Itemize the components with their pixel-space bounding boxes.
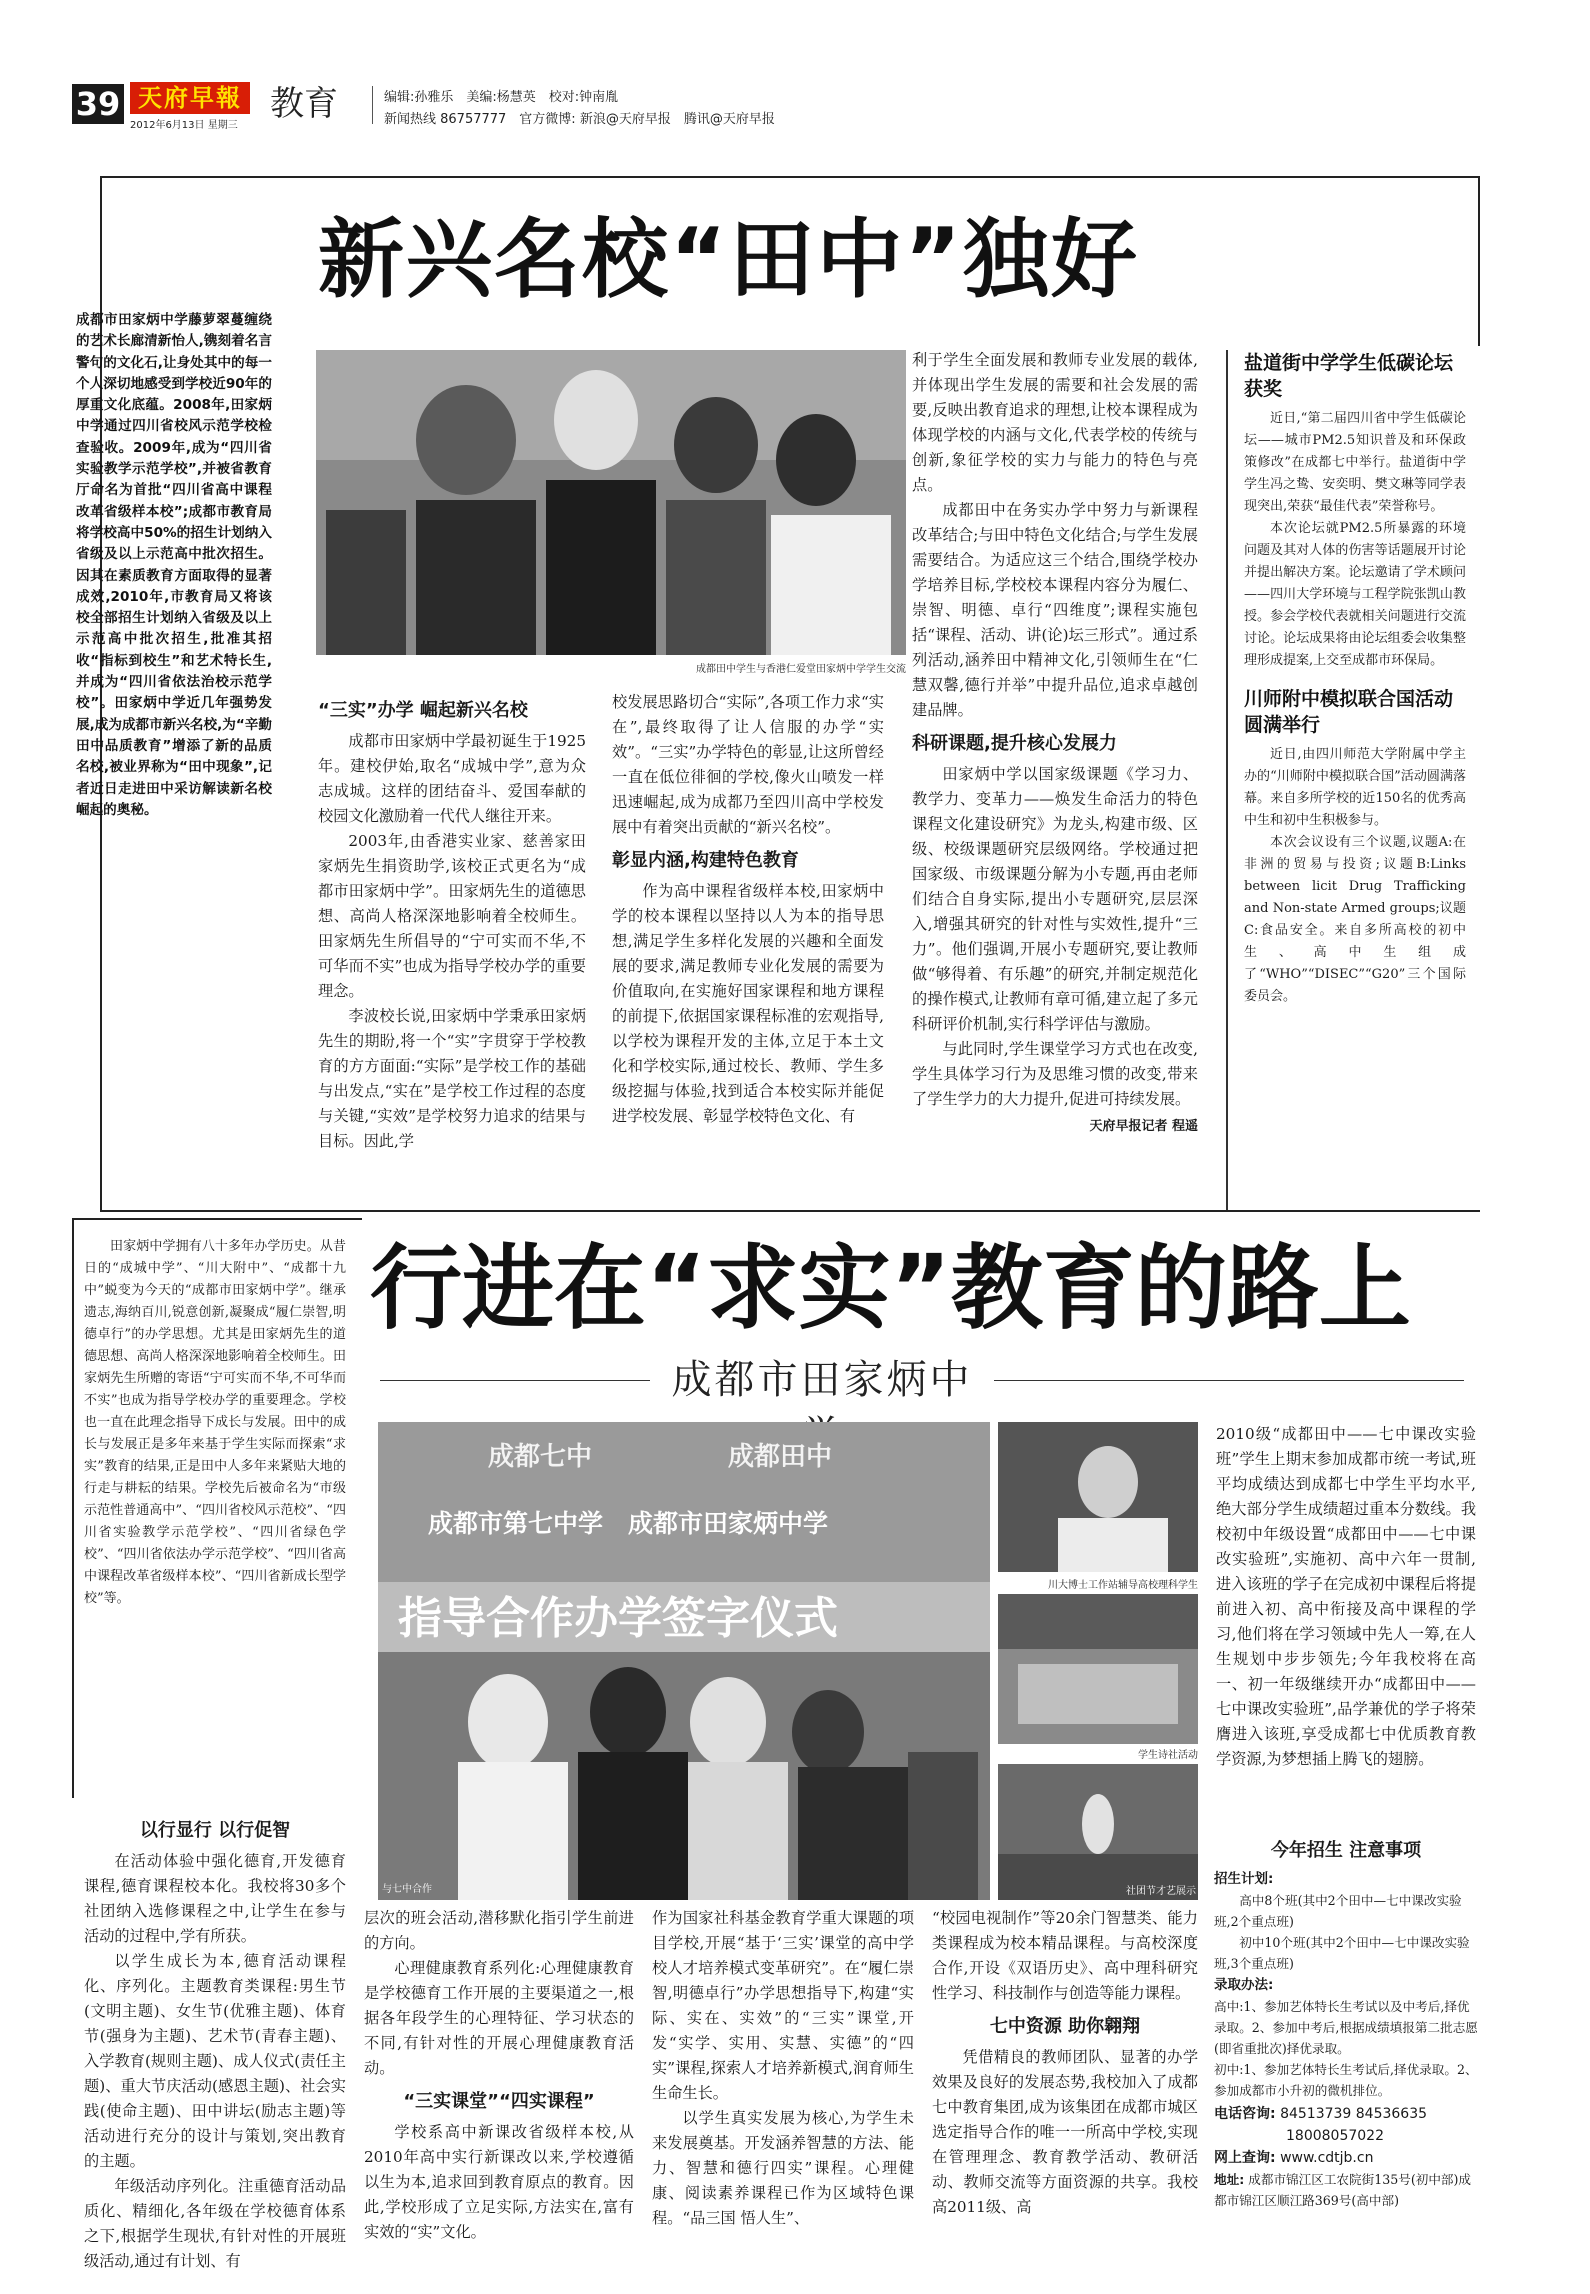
subhead-neihan: 彰显内涵,构建特色教育 xyxy=(612,850,799,871)
paragraph: 在活动体验中强化德育,开发德育课程,德育课程校本化。我校将30多个社团纳入选修课程之中,让学生在参与活动的过程中,学有所获。 xyxy=(84,1852,346,1945)
paragraph: 校发展思路切合“实际”,各项工作力求“实在”,最终取得了让人信服的办学“实效”。“三实”办学特色的彰显,让这所曾经一直在低位徘徊的学校,像火山喷发一样迅速崛起,成为成都乃至四川高中学校发展中有着突出贡献的“新兴名校”。 xyxy=(612,693,884,836)
header-divider xyxy=(372,86,373,124)
top-article-frame-right xyxy=(1478,176,1480,346)
enroll-method-hs: 高中:1、参加艺体特长生考试以及中考后,择优录取。2、参加中考后,根据成绩填报第二批志愿(即省重批次)择优录取。 xyxy=(1214,1999,1478,2056)
side-news-text-1b: 本次论坛就PM2.5所暴露的环境问题及其对人体的伤害等话题展开讨论并提出解决方案。论坛邀请了学术顾问——四川大学环境与工程学院张凯山教授。参会学校代表就相关问题进行交流讨论。论坛成果将由论坛组委会收集整理形成提案,上交至成都市环保局。 xyxy=(1244,521,1466,668)
banner-logo-2: 成都田中 xyxy=(728,1442,833,1472)
paragraph: 与此同时,学生课堂学习方式也在改变,学生具体学习行为及思维习惯的改变,带来了学生学力的大力提升,促进可持续发展。 xyxy=(912,1040,1198,1108)
contact-web-row xyxy=(1214,2147,1478,2169)
signing-ceremony-illustration xyxy=(378,1422,990,1900)
photo-lab xyxy=(998,1422,1198,1572)
enrollment-title: 今年招生 注意事项 xyxy=(1270,1840,1422,1861)
side-news-title-2: 川师附中模拟联合国活动圆满举行 xyxy=(1244,688,1454,736)
contact-phone-row xyxy=(1214,2103,1478,2125)
paragraph: 成都田中在务实办学中努力与新课程改革结合;与田中特色文化结合;与学生发展需要结合。为适应这三个结合,围绕学校办学培养目标,学校校本课程内容分为履仁、崇智、明德、卓行“四维度”;课程实施包括“课程、活动、讲(论)坛三形式”。通过系列活动,涵养田中精神文化,引领师生在“仁慧双馨,德行并举”中提升品位,追求卓越创建品牌。 xyxy=(912,501,1198,719)
side-news-text-1: 近日,“第二届四川省中学生低碳论坛——城市PM2.5知识普及和环保政策修改”在成都七中举行。盐道街中学学生冯之鸷、安奕明、樊文琳等同学表现突出,荣获“最佳代表”荣誉称号。 xyxy=(1244,411,1466,514)
contact-addr: 成都市锦江区工农院街135号(初中部)成都市锦江区顺江路369号(高中部) xyxy=(1214,2172,1472,2208)
top-intro: 成都市田家炳中学藤萝翠蔓缠绕的艺术长廊清新怡人,镌刻着名言警句的文化石,让身处其中的每一个人深切地感受到学校近90年的厚重文化底蕴。2008年,田家炳中学通过四川省校风示范学校检查验收。2009年,成为“四川省实验教学示范学校”,并被省教育厅命名为首批“四川省高中课程改革省级样本校”;成都市教育局将学校高中50%的招生计划纳入省级及以上示范高中批次招生。因其在素质教育方面取得的显著成效,2010年,市教育局又将该校全部招生计划纳入省级及以上示范高中批次招生,批准其招收“指标到校生”和艺术特长生,并成为“四川省依法治校示范学校”。田家炳中学近几年强势发展,成为成都市新兴名校,为“辛勤田中品质教育”增添了新的品质名校,被业界称为“田中现象”,记者近日走进田中采访解读新名校崛起的奥秘。 xyxy=(76,312,272,818)
paragraph: 2010级“成都田中——七中课改实验班”学生上期末参加成都市统一考试,班平均成绩达到成都七中学生平均水平,绝大部分学生成绩超过重本分数线。我校初中年级设置“成都田中——七中课改实验班”,实施初、高中六年一贯制,进入该班的学子在完成初中课程后将提前进入初、高中衔接及高中课程的学习,他们将在学习领域中先人一筹,在人生规划中步步领先;今年我校将在高一、初一年级继续开办“成都田中——七中课改实验班”,品学兼优的学子将荣膺进入该班,享受成都七中优质教育教学资源,为梦想插上腾飞的翅膀。 xyxy=(1216,1425,1476,1768)
bottom-left-intro: 田家炳中学拥有八十多年办学历史。从昔日的“成城中学”、“川大附中”、“成都十九中”蜕变为今天的“成都市田家炳中学”。继承遗志,海纳百川,锐意创新,凝聚成“履仁崇智,明德卓行”的办学思想。尤其是田家炳先生的道德思想、高尚人格深深地影响着全校师生。田家炳先生所赠的寄语“宁可实而不华,不可华而不实”也成为指导学校办学的重要理念。学校也一直在此理念指导下成长与发展。田中的成长与发展正是多年来基于学生实际而探索“求实”教育的结果,正是田中人多年来紧贴大地的行走与耕耘的结果。学校先后被命名为“市级示范性普通高中”、“四川省校风示范校”、“四川省实验教学示范学校”、“四川省绿色学校”、“四川省依法办学示范学校”、“四川省高中课程改革省级样本校”、“四川省新成长型学校”等。 xyxy=(84,1239,346,1606)
side-news-divider xyxy=(1226,350,1228,1210)
poetry-club-illustration xyxy=(998,1594,1198,1744)
editor-credits: 编辑:孙雅乐 美编:杨慧英 校对:钟南胤 xyxy=(384,90,619,105)
photo-poetry xyxy=(998,1594,1198,1744)
paragraph: “校园电视制作”等20余门智慧类、能力类课程成为校本精品课程。与高校深度合作,开设《双语历史》、高中理科研究性学习、科技制作与创造等能力课程。 xyxy=(932,1909,1198,2002)
subtitle-rule-left xyxy=(380,1380,650,1381)
paragraph: 2003年,由香港实业家、慈善家田家炳先生捐资助学,该校正式更名为“成都市田家炳中学”。田家炳先生的道德思想、高尚人格深深地影响着全校师生。田家炳先生所倡导的“宁可实而不华,不可华而不实”也成为指导学校办学的重要理念。 xyxy=(318,832,586,1000)
contact-phone-1: 84513739 84536635 xyxy=(1280,2106,1428,2122)
performance-illustration xyxy=(998,1764,1198,1900)
top-headline: 新兴名校“田中”独好 xyxy=(318,210,1140,310)
paragraph: 心理健康教育系列化:心理健康教育是学校德育工作开展的主要渠道之一,根据各年段学生的心理特征、学习状态的不同,有针对性的开展心理健康教育活动。 xyxy=(364,1959,634,2077)
bottom-mid-column-3 xyxy=(932,1906,1198,2220)
top-column-1 xyxy=(318,690,586,1154)
bottom-right-column xyxy=(1216,1422,1476,1772)
paragraph: 学校系高中新课改省级样本校,从2010年高中实行新课改以来,学校遵循以生为本,追求回到教育原点的教育。因此,学校形成了立足实际,方法实在,富有实效的“实”文化。 xyxy=(364,2123,634,2241)
paragraph: 李波校长说,田家炳中学秉承田家炳先生的期盼,将一个“实”字贯穿于学校教育的方方面面:“实际”是学校工作的基础与出发点,“实在”是学校工作过程的态度与关键,“实效”是学校努力追求的结果与目标。因此,学 xyxy=(318,1007,586,1150)
enrollment-box xyxy=(1214,1836,1478,2211)
lab-illustration xyxy=(998,1422,1198,1572)
ceremony-photo-caption: 与七中合作 xyxy=(382,1884,432,1895)
top-photo-caption: 成都田中学生与香港仁爱堂田家炳中学学生交流 xyxy=(696,664,906,675)
subhead-sanshi: “三实”办学 崛起新兴名校 xyxy=(318,700,528,721)
top-column-2 xyxy=(612,690,884,1129)
byline: 天府早报记者 程遥 xyxy=(1089,1119,1198,1134)
subhead-keyan: 科研课题,提升核心发展力 xyxy=(912,733,1117,754)
paragraph: 凭借精良的教师团队、显著的办学效果及良好的发展态势,我校加入了成都七中教育集团,成为该集团在成都市城区选定指导合作的唯一一所高中学校,实现在管理理念、教育教学活动、教研活动、教师交流等方面资源的共享。我校高2011级、高 xyxy=(932,2048,1198,2216)
subhead-yixing: 以行显行 以行促智 xyxy=(139,1820,291,1841)
side-news-text-2: 近日,由四川师范大学附属中学主办的“川师附中模拟联合国”活动圆满落幕。来自多所学校的近150名的优秀高中生和初中生积极参与。 xyxy=(1244,747,1466,828)
banner-text-1: 成都市第七中学 成都市田家炳中学 xyxy=(428,1509,829,1538)
bottom-mid-column-2 xyxy=(652,1906,914,2231)
subtitle-rule-right xyxy=(994,1380,1464,1381)
enroll-method-label: 录取办法: xyxy=(1214,1977,1274,1993)
side-news-text-2b: 本次会议设有三个议题,议题A:在非洲的贸易与投资;议题B:Links between licit Drug Trafficking and Non-state Armed groups;议题C:食品安全。来自多所高校的初中生、高中生组成了“WHO”“DISEC”“G20”三个国际委员会。 xyxy=(1244,835,1466,1004)
paragraph: 年级活动序列化。注重德育活动品质化、精细化,各年级在学校德育体系之下,根据学生现状,有针对性的开展班级活动,通过有计划、有 xyxy=(84,2177,346,2270)
top-photo xyxy=(316,350,906,655)
paragraph: 作为高中课程省级样本校,田家炳中学的校本课程以坚持以人为本的指导思想,满足学生多样化发展的兴趣和全面发展的要求,满足教师专业化发展的需要为价值取向,在实施好国家课程和地方课程的前提下,依据国家课程标准的宏观指导,以学校为课程开发的主体,立足于本土文化和学校实际,通过校长、教师、学生多级挖掘与体验,找到适合本校实际并能促进学校发展、彰显学校特色文化、有 xyxy=(612,882,884,1125)
paragraph: 作为国家社科基金教育学重大课题的项目学校,开展“基于‘三实’课堂的高中学校人才培养模式变革研究”。在“履仁崇智,明德卓行”办学思想指导下,构建“实际、实在、实效”的“三实”课堂,开发“实学、实用、实慧、实德”的“四实”课程,探索人才培养新模式,润育师生生命生长。 xyxy=(652,1909,914,2102)
students-exchange-illustration xyxy=(316,350,906,655)
page-number: 39 xyxy=(72,84,124,124)
paragraph: 以学生成长为本,德育活动课程化、序列化。主题教育类课程:男生节(文明主题)、女生节(优雅主题)、体育节(强身为主题)、艺术节(青春主题)、入学教育(规则主题)、成人仪式(责任主题)、重大节庆活动(感恩主题)、社会实践(使命主题)、田中讲坛(励志主题)等活动进行充分的设计与策划,突出教育的主题。 xyxy=(84,1952,346,2170)
enroll-plan-label: 招生计划: xyxy=(1214,1871,1274,1887)
paragraph: 层次的班会活动,潜移默化指引学生前进的方向。 xyxy=(364,1909,634,1952)
bottom-headline: 行进在“求实”教育的路上 xyxy=(370,1235,1411,1342)
hotline-info: 新闻热线 86757777 官方微博: 新浪@天府早报 腾讯@天府早报 xyxy=(384,112,775,127)
paragraph: 成都市田家炳中学最初诞生于1925年。建校伊始,取名“成城中学”,意为众志成城。这样的团结奋斗、爱国奉献的校园文化激励着一代代人继往开来。 xyxy=(318,732,586,825)
issue-date: 2012年6月13日 星期三 xyxy=(130,120,238,131)
subhead-sanshi-ketang: “三实课堂”“四实课程” xyxy=(403,2091,595,2112)
paragraph: 田家炳中学以国家级课题《学习力、教学力、变革力——焕发生命活力的特色课程文化建设研究》为龙头,构建市级、区级、校级课题研究层级网络。学校通过把国家级、市级课题分解为小专题,再由老师们结合自身实际,提出小专题研究,层层深入,增强其研究的针对性与实效性,提升“三力”。他们强调,开展小专题研究,要让教师做“够得着、有乐趣”的研究,并制定规范化的操作模式,让教师有章可循,建立起了多元科研评价机制,实行科学评估与激励。 xyxy=(912,765,1198,1033)
photo-lab-caption: 川大博士工作站辅导高校理科学生 xyxy=(1048,1580,1198,1591)
subhead-qizhong: 七中资源 助你翱翔 xyxy=(989,2016,1141,2037)
enroll-plan-jh: 初中10个班(其中2个田中—七中课改实验班,3个重点班) xyxy=(1214,1935,1470,1971)
paragraph: 利于学生全面发展和教师专业发展的载体,并体现出学生发展的需要和社会发展的需要,反映出教育追求的理想,让校本课程成为体现学校的内涵与文化,代表学校的传统与创新,象征学校的实力与能力的特色与亮点。 xyxy=(912,351,1198,494)
photo-performance-caption: 社团节才艺展示 xyxy=(1126,1886,1196,1897)
contact-web[interactable]: www.cdtjb.cn xyxy=(1280,2150,1374,2166)
contact-phone-2: 18008057022 xyxy=(1286,2128,1384,2144)
contact-addr-row xyxy=(1214,2169,1478,2211)
bottom-left-column xyxy=(84,1810,346,2274)
paragraph: 以学生真实发展为核心,为学生未来发展奠基。开发涵养智慧的方法、能力、智慧和德行四实”课程。心理健康、阅读素养课程已作为区域特色课程。“品三国 悟人生”、 xyxy=(652,2109,914,2227)
bottom-subtitle: 成都市田家炳中 xyxy=(671,1357,973,1403)
side-news xyxy=(1244,350,1466,1008)
contact-web-label: 网上查询: xyxy=(1214,2150,1276,2166)
newspaper-logo: 天府早報 xyxy=(130,82,250,114)
photo-performance xyxy=(998,1764,1198,1900)
ceremony-photo xyxy=(378,1422,990,1900)
banner-logo-1: 成都七中 xyxy=(488,1442,593,1472)
side-news-title-1: 盐道街中学学生低碳论坛获奖 xyxy=(1244,352,1454,400)
contact-phone-label: 电话咨询: xyxy=(1214,2106,1276,2122)
banner-text-2: 指导合作办学签字仪式 xyxy=(398,1593,838,1644)
page-header xyxy=(72,82,1512,134)
section-title: 教育 xyxy=(270,84,338,124)
photo-poetry-caption: 学生诗社活动 xyxy=(1138,1750,1198,1761)
contact-addr-label: 地址: xyxy=(1214,2172,1245,2187)
enroll-method-jh: 初中:1、参加艺体特长生考试后,择优录取。2、参加成都市小升初的微机排位。 xyxy=(1214,2062,1478,2098)
top-column-3 xyxy=(912,348,1198,1139)
bottom-mid-column-1 xyxy=(364,1906,634,2245)
enroll-plan-hs: 高中8个班(其中2个田中—七中课改实验班,2个重点班) xyxy=(1214,1893,1462,1929)
